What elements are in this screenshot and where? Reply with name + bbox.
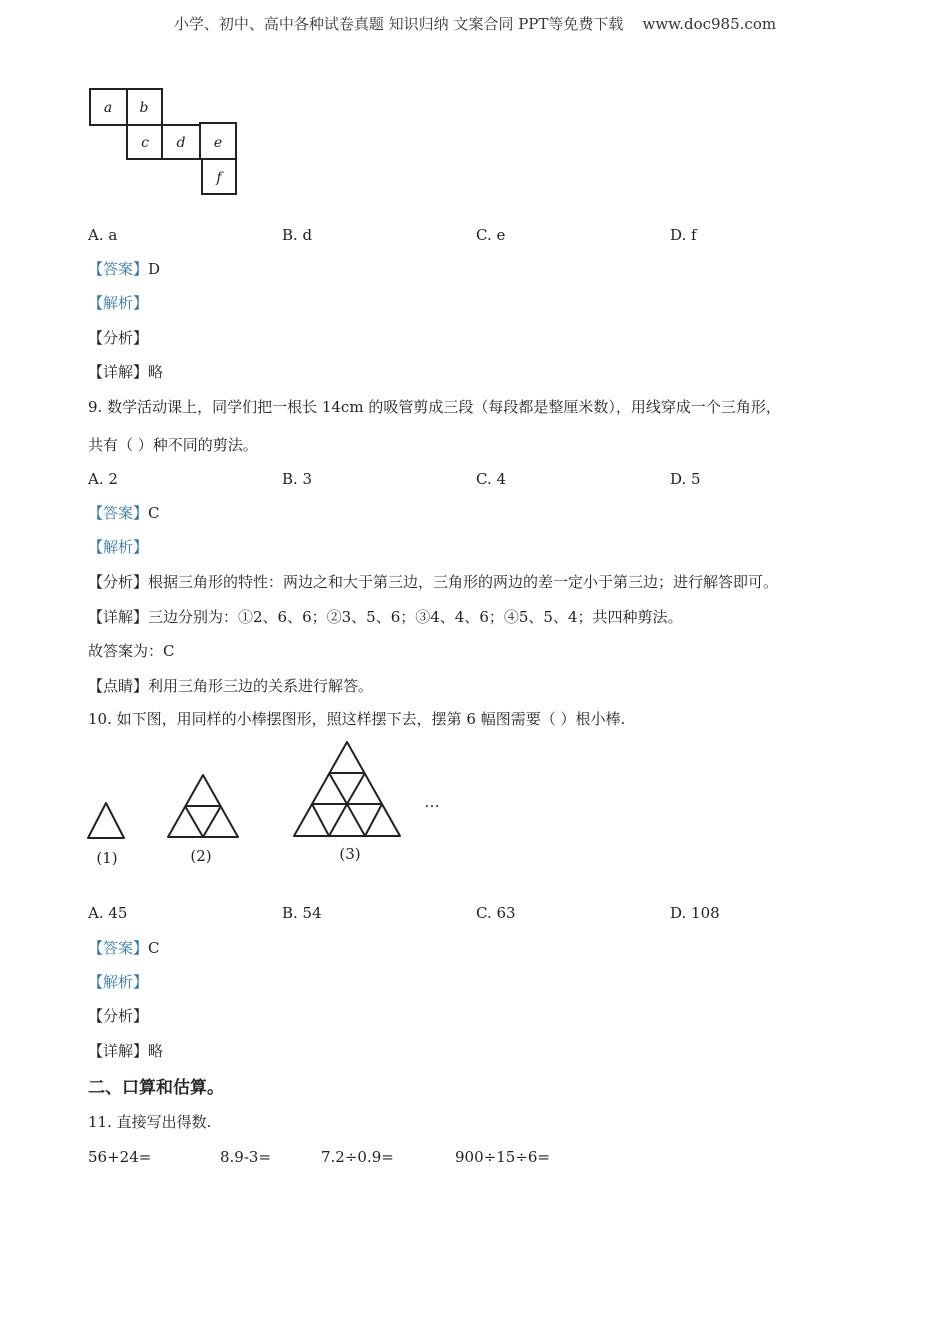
net-label-b: b [139, 100, 149, 116]
q9-option-b: B. 3 [282, 470, 313, 488]
q9-answer: 【答案】C [88, 504, 160, 522]
q9-detail: 【详解】三边分别为：①2、6、6；②3、5、6；③4、4、6；④5、5、4；共四种剪法。 [88, 608, 683, 626]
net-label-f: f [216, 170, 222, 186]
q10-option-b: B. 54 [282, 904, 322, 922]
section-2-heading: 二、口算和估算。 [88, 1078, 224, 1098]
net-label-d: d [176, 135, 186, 151]
q10-answer: 【答案】C [88, 939, 160, 957]
q8-fenxi: 【分析】 [88, 329, 149, 347]
q8-option-d: D. f [670, 226, 697, 244]
q9-analysis-tag: 【解析】 [88, 538, 149, 556]
q10-fenxi: 【分析】 [88, 1007, 149, 1025]
fig-label-2: (2) [190, 847, 212, 865]
triangle-fig-2 [168, 775, 238, 837]
fig-label-1: (1) [96, 849, 118, 867]
q9-stem-line1: 9. 数学活动课上，同学们把一根长 14cm 的吸管剪成三段（每段都是整厘米数），用线穿成一个三角形， [88, 398, 781, 416]
page-header: 小学、初中、高中各种试卷真题 知识归纳 文案合同 PPT等免费下载 www.doc985.com [173, 15, 777, 33]
q8-analysis-tag: 【解析】 [88, 294, 149, 312]
cube-net-figure [85, 85, 245, 200]
net-label-a: a [103, 100, 113, 116]
net-label-c: c [141, 135, 149, 151]
q10-stem: 10. 如下图，用同样的小棒摆图形，照这样摆下去，摆第 6 幅图需要（ ）根小棒. [88, 710, 626, 728]
net-label-e: e [213, 135, 223, 151]
q9-option-c: C. 4 [476, 470, 507, 488]
fig-label-3: (3) [339, 845, 361, 863]
fig-ellipsis: … [424, 793, 440, 811]
q8-detail: 【详解】略 [88, 363, 164, 381]
q9-dianjing: 【点睛】利用三角形三边的关系进行解答。 [88, 677, 374, 695]
q11-stem: 11. 直接写出得数. [88, 1113, 212, 1131]
q11-item-2: 8.9-3= [220, 1148, 272, 1166]
q11-item-4: 900÷15÷6= [455, 1148, 550, 1166]
q10-option-d: D. 108 [670, 904, 720, 922]
triangle-fig-3 [294, 742, 400, 836]
q9-conclusion: 故答案为：C [88, 642, 175, 660]
q9-stem-line2: 共有（ ）种不同的剪法。 [88, 436, 258, 454]
q8-answer: 【答案】D [88, 260, 161, 278]
q8-option-b: B. d [282, 226, 313, 244]
q10-option-a: A. 45 [88, 904, 128, 922]
triangle-pattern-figure [80, 735, 460, 870]
q10-detail: 【详解】略 [88, 1042, 164, 1060]
q10-option-c: C. 63 [476, 904, 516, 922]
q8-option-c: C. e [476, 226, 506, 244]
q11-item-1: 56+24= [88, 1148, 152, 1166]
q9-option-d: D. 5 [670, 470, 701, 488]
triangle-fig-1 [88, 803, 124, 838]
q8-option-a: A. a [88, 226, 118, 244]
q10-analysis-tag: 【解析】 [88, 973, 149, 991]
q11-item-3: 7.2÷0.9= [321, 1148, 394, 1166]
q9-option-a: A. 2 [88, 470, 118, 488]
q9-fenxi: 【分析】根据三角形的特性：两边之和大于第三边，三角形的两边的差一定小于第三边；进行解答即可。 [88, 573, 779, 591]
